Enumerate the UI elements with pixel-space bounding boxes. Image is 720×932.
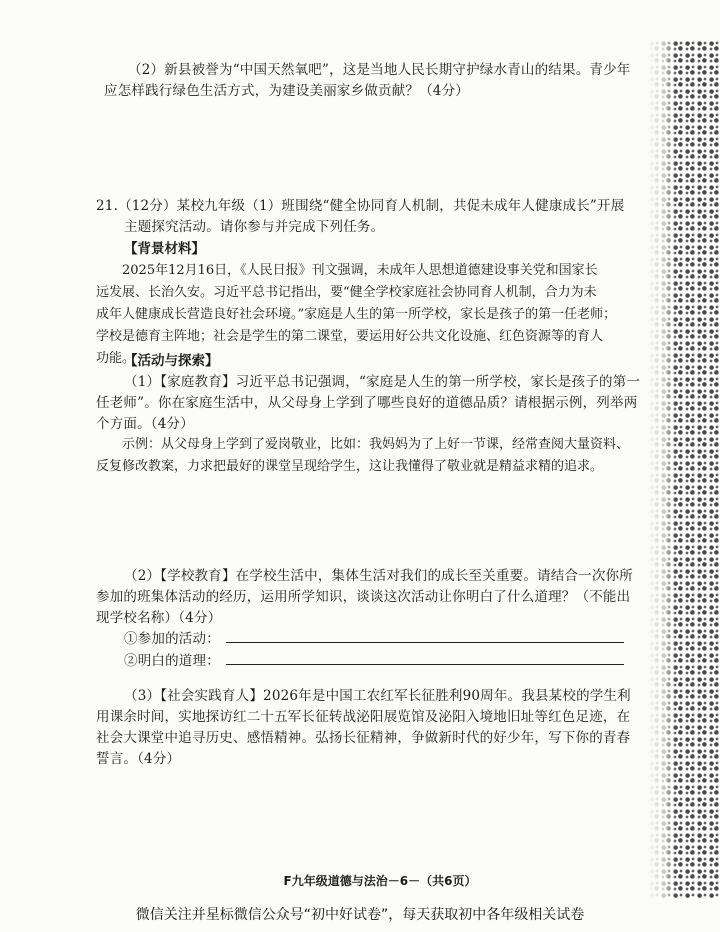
question-20-part-2-line2: 应怎样践行绿色生活方式，为建设美丽家乡做贡献？（4分） (104, 83, 469, 99)
fill-in-answers (124, 628, 624, 672)
page-number: F九年级道德与法治－6－（共6页） (283, 874, 477, 888)
part1-line: （1）【家庭教育】习近平总书记强调，“家庭是人生的第一所学校，家长是孩子的第一 (124, 374, 641, 390)
background-line: 成年人健康成长营造良好社会环境。”家庭是人生的第一所学校，家长是孩子的第一任老师； (96, 307, 617, 322)
part1-example (96, 434, 666, 478)
activity-heading-text: 【活动与探索】 (124, 353, 219, 369)
part2-line: 现学校名称）（4分） (96, 610, 222, 626)
question-21-intro-line2: 主题探究活动。请你参与并完成下列任务。 (124, 219, 385, 235)
background-line: 学校是德育主阵地；社会是学生的第二课堂，要运用好公共文化设施、红色资源等的育人 (96, 329, 604, 344)
part3-line: （3）【社会实践育人】2026年是中国工农红军长征胜利90周年。我县某校的学生利 (124, 688, 631, 704)
part2-line: （2）【学校教育】在学校生活中，集体生活对我们的成长至关重要。请结合一次你所 (124, 568, 633, 584)
activity-answer-blank[interactable] (226, 628, 624, 643)
wechat-notice: 微信关注并星标微信公众号“初中好试卷”，每天获取初中各年级相关试卷 (135, 907, 585, 923)
question-21-intro-line1: 21.（12分）某校九年级（1）班围绕“健全协同育人机制，共促未成年人健康成长”开展 (96, 198, 625, 214)
activity-heading (124, 350, 664, 372)
activity-answer-label: ①参加的活动： (124, 631, 220, 647)
reason-answer-label: ②明白的道理： (124, 653, 220, 669)
background-line: 远发展、长治久安。习近平总书记指出，要“健全学校家庭社会协同育人机制，合力为未 (96, 285, 597, 300)
background-heading (124, 238, 664, 260)
part1-line: 任老师”。你在家庭生活中，从父母身上学到了哪些良好的道德品质？请根据示例，列举两 (96, 395, 638, 411)
part1-line: 个方面。（4分） (96, 416, 194, 432)
part3-line: 誓言。（4分） (96, 751, 181, 767)
part3-line: 社会大课堂中追寻历史、感悟精神。弘扬长征精神，争做新时代的好少年，写下你的青春 (96, 730, 631, 746)
background-heading-text: 【背景材料】 (124, 241, 205, 257)
background-line: 功能。 (96, 351, 136, 366)
example-line: 反复修改教案，力求把最好的课堂呈现给学生，这让我懂得了敬业就是精益求精的追求。 (96, 459, 604, 474)
question-21-part-2 (96, 566, 666, 629)
reason-answer-blank[interactable] (226, 650, 624, 665)
activity-answer-row (124, 628, 624, 650)
question-21-intro (96, 196, 666, 238)
question-21-part-1 (96, 372, 666, 435)
question-21-part-3 (96, 686, 666, 770)
reason-answer-row (124, 650, 624, 672)
question-20-part-2 (104, 60, 664, 102)
part3-line: 用课余时间，实地探访红二十五军长征转战泌阳展览馆及泌阳入境地旧址等红色足迹，在 (96, 709, 631, 725)
example-line: 示例：从父母身上学到了爱岗敬业，比如：我妈妈为了上好一节课，经常查阅大量资料、 (122, 437, 630, 452)
background-line: 2025年12月16日，《人民日报》刊文强调，未成年人思想道德建设事关党和国家长 (122, 263, 598, 278)
part2-line: 参加的班集体活动的经历，运用所学知识，谈谈这次活动让你明白了什么道理？（不能出 (96, 589, 631, 605)
question-20-part-2-line1: （2）新县被誉为“中国天然氧吧”，这是当地人民长期守护绿水青山的结果。青少年 (128, 62, 631, 78)
